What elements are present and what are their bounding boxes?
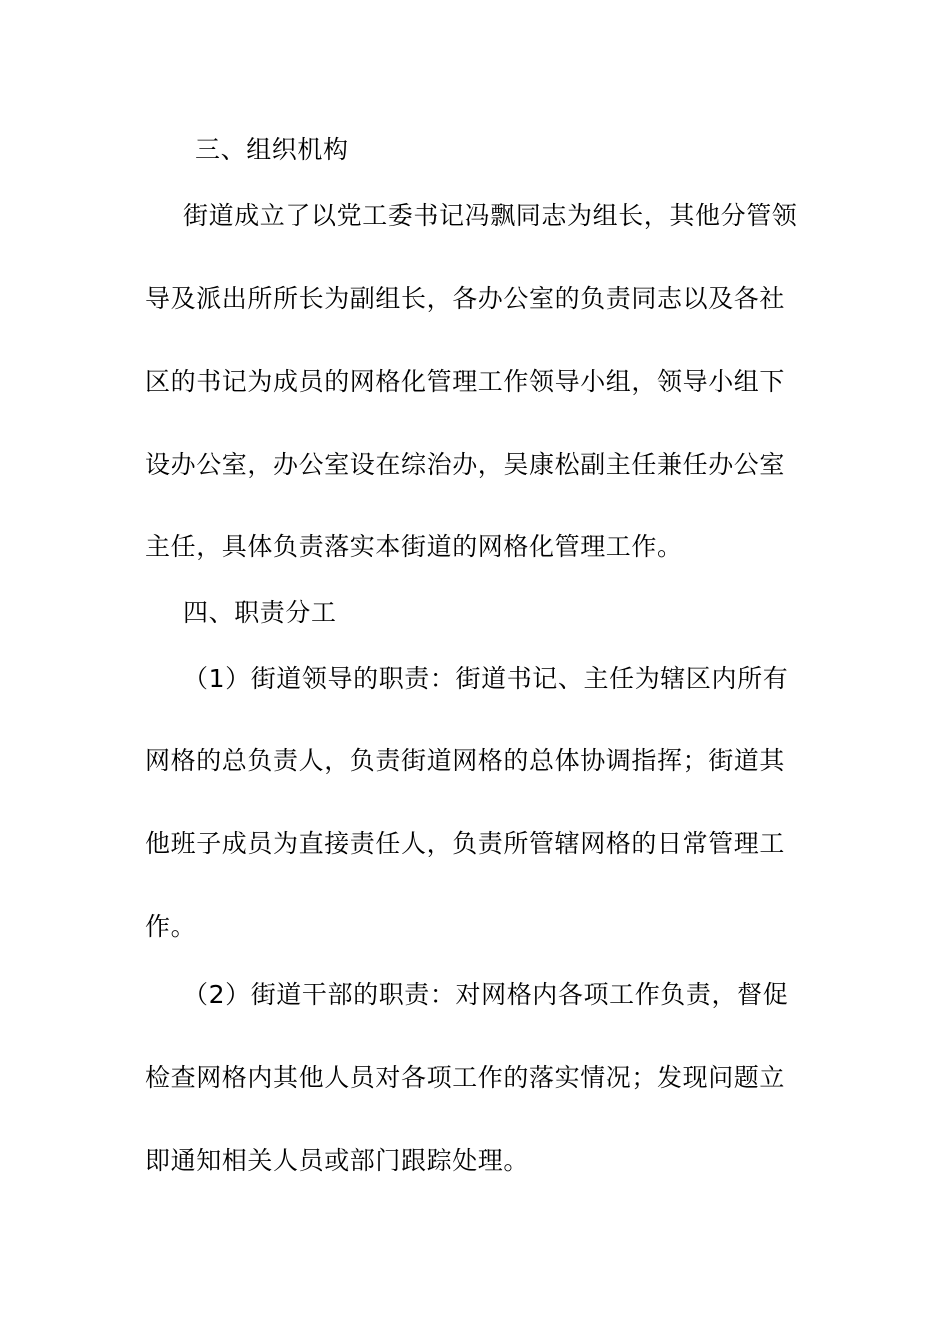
paragraph-line: 他班子成员为直接责任人，负责所管辖网格的日常管理工 [145,829,786,858]
section-heading-organization: 三、组织机构 [195,135,349,164]
paragraph-line: 街道成立了以党工委书记冯飘同志为组长，其他分管领 [183,201,798,230]
paragraph-line: 即通知相关人员或部门跟踪处理。 [145,1146,530,1175]
section-heading-duties: 四、职责分工 [183,598,337,627]
paragraph-line: 主任，具体负责落实本街道的网格化管理工作。 [145,532,683,561]
paragraph-line: 区的书记为成员的网格化管理工作领导小组，领导小组下 [145,367,786,396]
paragraph-line: 设办公室，办公室设在综治办，吴康松副主任兼任办公室 [145,450,786,479]
paragraph-line: （2）街道干部的职责：对网格内各项工作负责，督促 [183,980,789,1009]
paragraph-line: 导及派出所所长为副组长，各办公室的负责同志以及各社 [145,284,786,313]
paragraph-line: 作。 [145,912,197,941]
paragraph-line: 网格的总负责人，负责街道网格的总体协调指挥；街道其 [145,746,786,775]
paragraph-line: （1）街道领导的职责：街道书记、主任为辖区内所有 [183,664,789,693]
paragraph-line: 检查网格内其他人员对各项工作的落实情况；发现问题立 [145,1063,786,1092]
